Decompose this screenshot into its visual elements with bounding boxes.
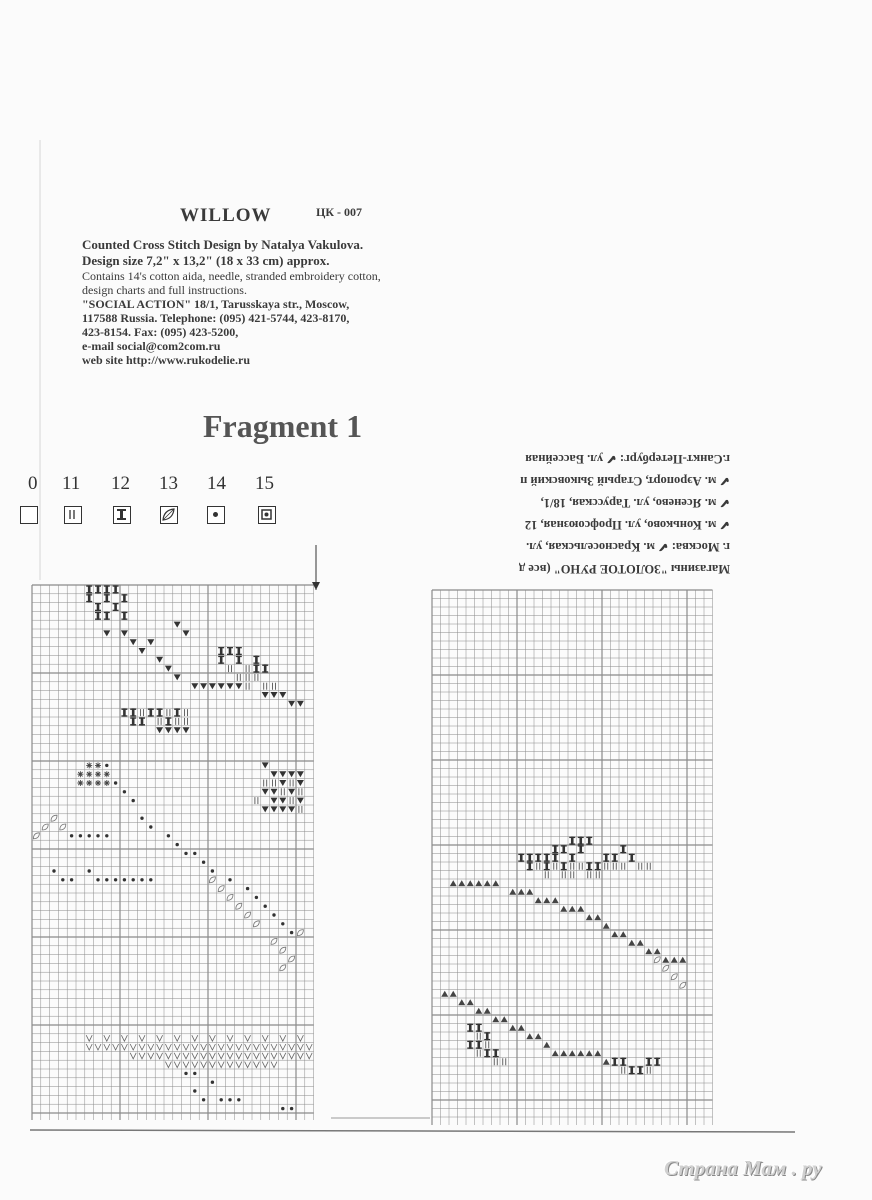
shop-line: г.Санкт-Петербург: ✔ ул. Бассейная xyxy=(525,452,730,466)
shop-line: г. Москва: ✔ м. Красносельская, ул. xyxy=(526,540,730,554)
stitch-symbol xyxy=(552,897,559,903)
stitch-symbol xyxy=(671,974,677,980)
stitch-symbol xyxy=(603,923,610,929)
stitch-symbol xyxy=(441,991,448,997)
pattern-code: ЦК - 007 xyxy=(316,205,363,219)
pattern-title: WILLOW xyxy=(180,205,272,226)
stitch-symbol xyxy=(629,1066,635,1074)
stitch-symbol xyxy=(645,948,652,954)
stitch-symbol xyxy=(476,1041,482,1049)
stitch-symbol xyxy=(680,982,686,988)
stitch-symbol xyxy=(543,897,550,903)
stitch-symbol xyxy=(577,906,584,912)
stitch-symbol xyxy=(560,906,567,912)
stitch-symbol xyxy=(620,845,626,853)
stitch-symbol xyxy=(458,999,465,1005)
stitch-symbol xyxy=(622,863,625,870)
publisher-line: 117588 Russia. Telephone: (095) 421-5744, 423-8170, xyxy=(82,311,350,325)
stitch-symbol xyxy=(586,862,592,870)
stitch-symbol xyxy=(484,1008,491,1014)
stitch-symbol xyxy=(654,948,661,954)
stitch-symbol xyxy=(484,880,491,886)
legend-number: 15 xyxy=(255,473,274,494)
stitch-symbol xyxy=(492,880,499,886)
stitch-symbol xyxy=(561,862,567,870)
legend-number: 12 xyxy=(111,473,130,494)
stitch-symbol xyxy=(475,1008,482,1014)
stitch-symbol xyxy=(612,1058,618,1066)
stitch-symbol xyxy=(544,854,550,862)
stitch-symbol xyxy=(484,1032,490,1040)
stitch-symbol xyxy=(569,1050,576,1056)
stitch-symbol xyxy=(543,1042,550,1048)
fragment-title: Fragment 1 xyxy=(203,408,363,444)
stitch-symbol xyxy=(569,906,576,912)
stitch-symbol xyxy=(613,863,616,870)
designer-credit: Counted Cross Stitch Design by Natalya Vakulova. xyxy=(82,237,364,252)
website-line: web site http://www.rukodelie.ru xyxy=(82,353,250,367)
stitch-symbol xyxy=(493,1049,499,1057)
stitch-symbol xyxy=(560,1050,567,1056)
stitch-symbol xyxy=(579,863,582,870)
stitch-symbol xyxy=(554,863,557,870)
shop-line: ✔ м. Ясенево, ул. Тарусская, 18/1, xyxy=(540,496,730,510)
stitch-symbol xyxy=(662,957,669,963)
stitch-symbol xyxy=(679,957,686,963)
stitch-symbol xyxy=(518,889,525,895)
stitch-symbol xyxy=(561,845,567,853)
publisher-line: 423-8154. Fax: (095) 423-5200, xyxy=(82,325,239,339)
stitch-symbol xyxy=(467,1024,473,1032)
stitch-symbol xyxy=(571,863,574,870)
stitch-symbol xyxy=(569,854,575,862)
stitch-symbol xyxy=(569,837,575,845)
stitch-symbol xyxy=(477,1033,480,1040)
kit-contents: Contains 14's cotton aida, needle, stranded embroidery cotton, design charts and full instructions. xyxy=(82,269,381,297)
stitch-symbol xyxy=(527,862,533,870)
stitch-symbol xyxy=(503,1058,506,1065)
shop-line: ✔ м. Аэропорт, Старый Зыковский п xyxy=(520,474,730,488)
stitch-symbol xyxy=(475,880,482,886)
stitch-symbol xyxy=(552,854,558,862)
stitch-symbol xyxy=(594,914,601,920)
shop-line: Магазины "ЗОЛОТОЕ РУНО" (все д xyxy=(518,562,730,576)
legend-number: 0 xyxy=(28,473,38,494)
stitch-symbol xyxy=(611,931,618,937)
stitch-symbol xyxy=(509,889,516,895)
stitch-symbol xyxy=(571,871,574,878)
watermark-logo: Страна Мам . ру xyxy=(664,1156,822,1180)
stitch-symbol xyxy=(647,863,650,870)
stitch-symbol xyxy=(494,1058,497,1065)
stitch-symbol xyxy=(518,854,524,862)
stitch-symbol xyxy=(647,1067,650,1074)
stitch-symbol xyxy=(622,1067,625,1074)
stitch-symbol xyxy=(476,1024,482,1032)
stitch-symbol xyxy=(603,1059,610,1065)
email-line: e-mail social@com2com.ru xyxy=(82,339,221,353)
stitch-symbol xyxy=(562,871,565,878)
stitch-symbol xyxy=(467,1041,473,1049)
publisher-line: "SOCIAL ACTION" 18/1, Tarusskaya str., Moscow, xyxy=(82,297,350,311)
stitch-symbol xyxy=(450,991,457,997)
legend-number: 14 xyxy=(207,473,226,494)
stitch-symbol xyxy=(620,931,627,937)
stitch-symbol xyxy=(637,1066,643,1074)
stitch-symbol xyxy=(552,1050,559,1056)
stitch-symbol xyxy=(578,845,584,853)
stitch-symbol xyxy=(594,1050,601,1056)
stitch-symbol xyxy=(535,1033,542,1039)
stitch-symbol xyxy=(450,880,457,886)
legend-number: 13 xyxy=(159,473,178,494)
stitch-symbol xyxy=(477,1050,480,1057)
stitch-symbol xyxy=(535,897,542,903)
stitch-symbol xyxy=(629,854,635,862)
stitch-symbol xyxy=(605,863,608,870)
stitch-symbol xyxy=(526,889,533,895)
stitch-symbol xyxy=(603,854,609,862)
stitch-symbol xyxy=(486,1041,489,1048)
stitch-symbol xyxy=(671,957,678,963)
stitch-symbol xyxy=(484,1049,490,1057)
stitch-symbol xyxy=(654,957,660,963)
stitch-symbol xyxy=(646,1058,652,1066)
shop-line: ✔ м. Коньково, ул. Профсоюзная, 12 xyxy=(524,518,730,532)
stitch-symbol xyxy=(620,1058,626,1066)
stitch-symbol xyxy=(596,871,599,878)
stitch-symbol xyxy=(612,854,618,862)
stitch-symbol xyxy=(518,1025,525,1031)
stitch-symbol xyxy=(588,871,591,878)
stitch-symbol xyxy=(577,1050,584,1056)
stitch-symbol xyxy=(545,871,548,878)
stitch-symbol xyxy=(639,863,642,870)
stitch-symbol xyxy=(628,940,635,946)
design-size: Design size 7,2" x 13,2" (18 x 33 cm) approx. xyxy=(82,253,330,268)
stitch-symbol xyxy=(578,837,584,845)
stitch-symbol xyxy=(467,999,474,1005)
stitch-symbol xyxy=(535,854,541,862)
stitch-symbol xyxy=(509,1025,516,1031)
stitch-symbol xyxy=(586,914,593,920)
stitch-symbol xyxy=(537,863,540,870)
stitch-symbol xyxy=(544,862,550,870)
stitch-symbol xyxy=(526,1033,533,1039)
stitch-symbol xyxy=(552,845,558,853)
stitch-symbol xyxy=(501,1016,508,1022)
stitch-symbol xyxy=(663,965,669,971)
stitch-symbol xyxy=(458,880,465,886)
stitch-symbol xyxy=(586,1050,593,1056)
stitch-symbol xyxy=(586,837,592,845)
stitch-symbol xyxy=(467,880,474,886)
stitch-symbol xyxy=(654,1058,660,1066)
stitch-symbol xyxy=(595,862,601,870)
stitch-symbol xyxy=(637,940,644,946)
stitch-symbol xyxy=(492,1016,499,1022)
stitch-symbol xyxy=(527,854,533,862)
legend-number: 11 xyxy=(62,473,81,494)
